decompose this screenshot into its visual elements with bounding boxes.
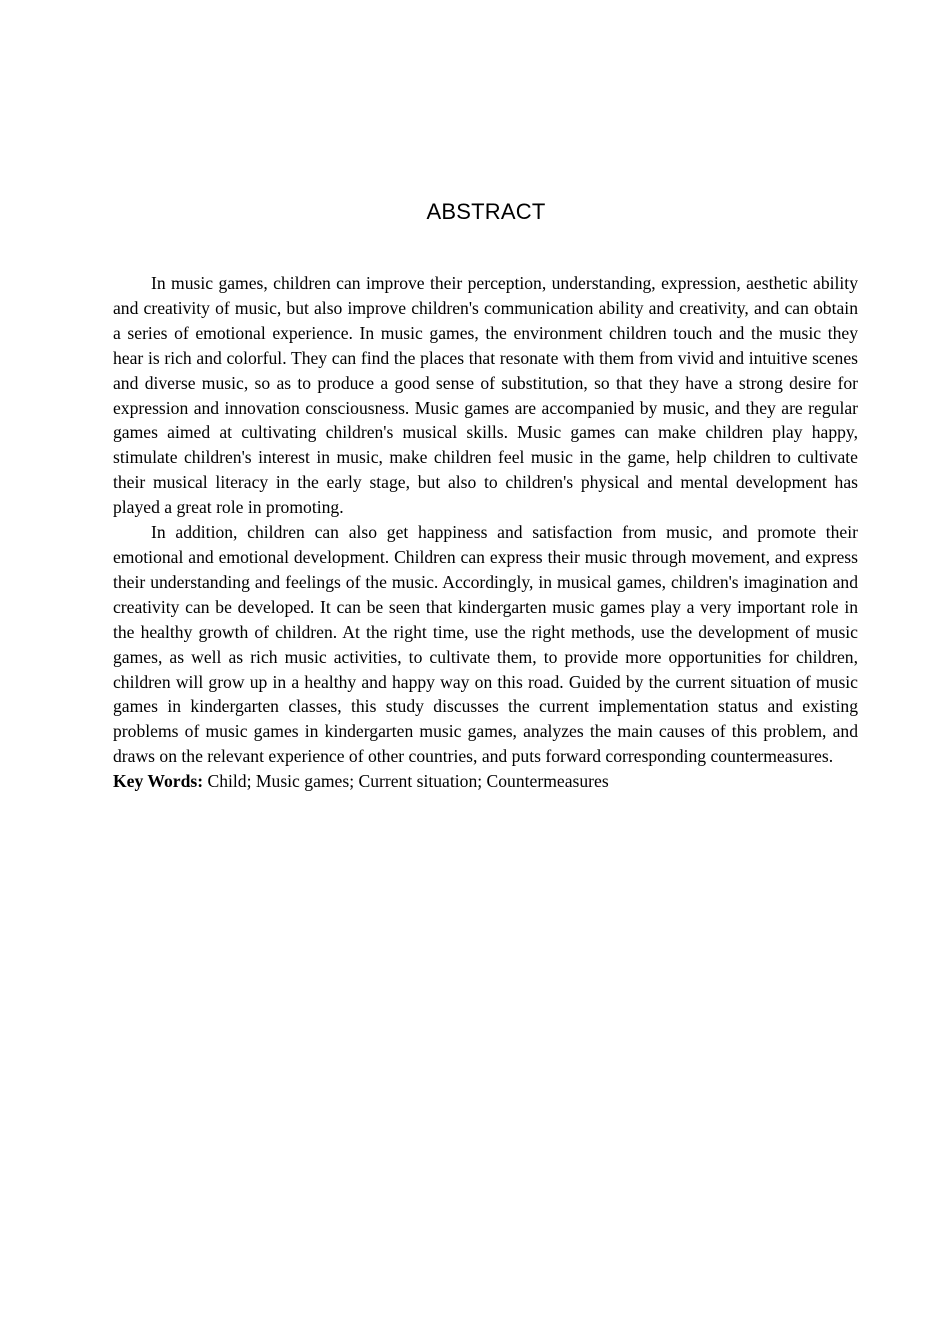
abstract-body — [113, 271, 858, 794]
keywords-value: Child; Music games; Current situation; Countermeasures — [203, 771, 609, 792]
abstract-title: ABSTRACT — [426, 199, 546, 224]
abstract-paragraph-1: In music games, children can improve their perception, understanding, expression, aesthetic ability and creativity of music, but also improve children's communication ability and creativity, and can obtain a series of emotional experience. In music games, the environment children touch and the music they hear is rich and colorful. They can find the places that resonate with them from vivid and intuitive scenes and diverse music, so as to produce a good sense of substitution, so that they have a strong desire for expression and innovation consciousness. Music games are accompanied by music, and they are regular games aimed at cultivating children's musical skills. Music games can make children play happy, stimulate children's interest in music, make children feel music in the game, help children to cultivate their musical literacy in the early stage, but also to children's physical and mental development has played a great role in promoting. — [113, 273, 858, 518]
keywords-label: Key Words: — [113, 771, 204, 792]
keywords-line — [113, 769, 858, 794]
abstract-paragraph-2: In addition, children can also get happiness and satisfaction from music, and promote their emotional and emotional development. Children can express their music through movement, and express their understanding and feelings of the music. Accordingly, in musical games, children's imagination and creativity can be developed. It can be seen that kindergarten music games play a very important role in the healthy growth of children. At the right time, use the right methods, use the development of music games, as well as rich music activities, to cultivate them, to provide more opportunities for children, children will grow up in a healthy and happy way on this road. Guided by the current situation of music games in kindergarten classes, this study discusses the current implementation status and existing problems of music games in kindergarten music games, analyzes the main causes of this problem, and draws on the relevant experience of other countries, and puts forward corresponding countermeasures. — [113, 522, 858, 767]
